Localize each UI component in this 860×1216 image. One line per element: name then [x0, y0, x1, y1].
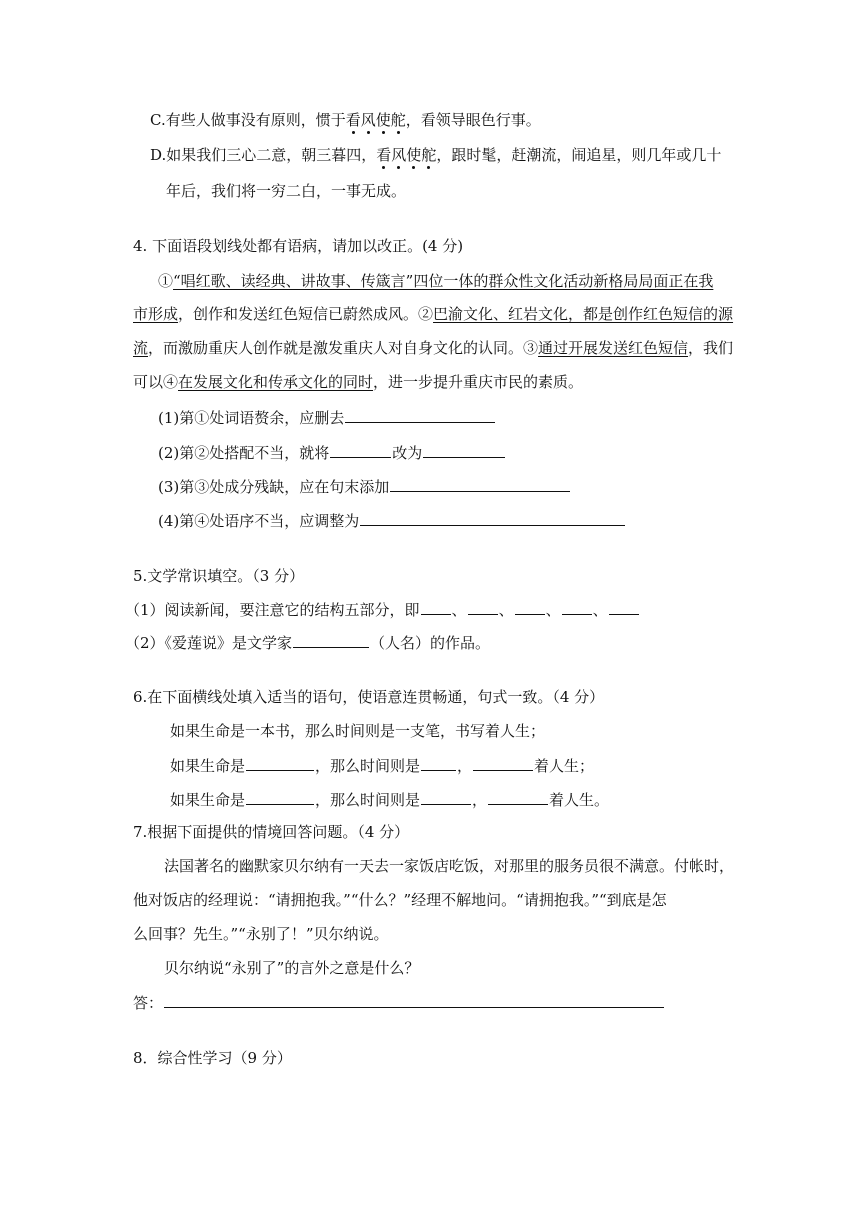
separator: 、 [545, 601, 561, 619]
option-c-text-end: ，看领导眼色行事。 [405, 111, 541, 129]
q7-paragraph-line3: 么回事？先生。”“永别了！”贝尔纳说。 [133, 925, 389, 943]
option-c-text: C.有些人做事没有原则，惯于 [150, 111, 346, 129]
q4-text: ，而激励重庆人创作就是激发重庆人对自身文化的认同。③ [148, 339, 539, 357]
q4-paragraph-line3 [133, 338, 733, 358]
q7-paragraph-line1: 法国著名的幽默家贝尔纳有一天去一家饭店吃饭，对那里的服务员很不满意。付帐时， [164, 857, 735, 875]
q4-text: ，进一步提升重庆市民的素质。 [373, 373, 584, 391]
answer-blank[interactable] [246, 789, 314, 805]
option-c [150, 110, 541, 130]
answer-blank[interactable] [423, 442, 505, 458]
underlined-segment-1-end: 市形成 [133, 305, 179, 323]
q5-line2-text-end: （人名）的作品。 [370, 634, 491, 652]
answer-blank[interactable] [345, 407, 495, 423]
q7-question: 贝尔纳说“永别了”的言外之意是什么？ [164, 959, 420, 977]
q4-sub-2 [158, 442, 506, 463]
q6-text: ， [457, 757, 473, 775]
answer-blank[interactable] [515, 599, 545, 615]
emphasis-dot-char: 舵 [421, 146, 437, 164]
answer-blank[interactable] [421, 789, 471, 805]
q6-text: 着人生； [534, 757, 595, 775]
q4-sub-1 [158, 407, 496, 428]
q4-paragraph-line2 [133, 304, 733, 324]
answer-blank[interactable] [473, 755, 533, 771]
emphasis-dot-char: 舵 [390, 111, 406, 129]
q4-sub-4 [158, 510, 626, 531]
answer-blank[interactable] [488, 789, 548, 805]
answer-blank[interactable] [330, 442, 391, 458]
q6-line3 [170, 789, 609, 810]
answer-blank[interactable] [246, 755, 314, 771]
sub-2-label: (2)第②处搭配不当，就将 [158, 444, 330, 462]
option-d-dotted-word [376, 146, 436, 164]
q4-paragraph-line4 [133, 372, 583, 392]
q5-line1-text: （1）阅读新闻，要注意它的结构五部分，即 [125, 601, 420, 619]
sub-4-label: (4)第④处语序不当，应调整为 [158, 512, 360, 530]
answer-blank[interactable] [468, 599, 498, 615]
question-4-title: 4. 下面语段划线处都有语病，请加以改正。(4 分) [133, 237, 464, 255]
q6-text: 如果生命是 [170, 757, 246, 775]
emphasis-dot-char: 使 [375, 111, 391, 129]
option-c-dotted-word [346, 111, 406, 129]
answer-blank[interactable] [421, 599, 451, 615]
emphasis-dot-char: 看 [345, 111, 361, 129]
q5-line2 [125, 632, 490, 653]
separator: 、 [498, 601, 514, 619]
answer-blank[interactable] [421, 755, 456, 771]
q6-text: 如果生命是 [170, 791, 246, 809]
option-d-line1 [150, 145, 721, 165]
q6-text: ，那么时间则是 [315, 757, 421, 775]
q5-line1 [125, 599, 640, 620]
question-6-title: 6.在下面横线处填入适当的语句，使语意连贯畅通，句式一致。（4 分） [133, 688, 605, 706]
q6-line2 [170, 755, 594, 776]
answer-blank[interactable] [390, 476, 570, 492]
sub-2-label-mid: 改为 [392, 444, 423, 462]
answer-blank[interactable] [609, 599, 639, 615]
answer-blank[interactable] [293, 632, 369, 648]
underlined-segment-4: 在发展文化和传承文化的同时 [178, 373, 374, 391]
sub-1-label: (1)第①处词语赘余，应删去 [158, 409, 345, 427]
q7-answer-line [133, 992, 665, 1013]
q4-text: 可以④ [133, 373, 179, 391]
option-d-text-end: ，跟时髦，赶潮流，闹追星，则几年或几十 [436, 146, 722, 164]
underlined-segment-2-end: 流 [133, 339, 149, 357]
q4-text: ，创作和发送红色短信已蔚然成风。② [178, 305, 434, 323]
q4-sub-3 [158, 476, 571, 497]
emphasis-dot-char: 使 [406, 146, 422, 164]
separator: 、 [451, 601, 467, 619]
answer-blank[interactable] [164, 992, 664, 1008]
q7-paragraph-line2: 他对饭店的经理说：“请拥抱我。”“什么？”经理不解地问。“请拥抱我。”“到底是怎 [133, 891, 667, 909]
answer-blank[interactable] [360, 510, 625, 526]
option-d-text: D.如果我们三心二意，朝三暮四， [150, 146, 377, 164]
q6-text: ，那么时间则是 [315, 791, 421, 809]
q6-text: 着人生。 [549, 791, 610, 809]
question-7-title: 7.根据下面提供的情境回答问题。（4 分） [133, 823, 410, 841]
option-d-line2: 年后，我们将一穷二白，一事无成。 [166, 182, 407, 200]
q4-paragraph-line1 [158, 271, 713, 291]
underlined-segment-3: 通过开展发送红色短信 [538, 339, 689, 357]
marker-1: ① [158, 272, 174, 290]
question-8-title: 8．综合性学习（9 分） [133, 1049, 292, 1067]
emphasis-dot-char: 看 [376, 146, 392, 164]
q5-line2-text: （2）《爱莲说》是文学家 [125, 634, 293, 652]
q6-text: ， [472, 791, 488, 809]
q4-text: ，我们 [688, 339, 734, 357]
underlined-segment-2: 巴渝文化、红岩文化，都是创作红色短信的源 [433, 305, 734, 323]
answer-label: 答： [133, 994, 164, 1012]
separator: 、 [592, 601, 608, 619]
answer-blank[interactable] [562, 599, 592, 615]
q6-line1: 如果生命是一本书，那么时间则是一支笔，书写着人生； [170, 722, 546, 740]
emphasis-dot-char: 风 [391, 146, 407, 164]
sub-3-label: (3)第③处成分残缺，应在句末添加 [158, 478, 390, 496]
underlined-segment-1: “唱红歌、读经典、讲故事、传箴言”四位一体的群众性文化活动新格局局面正在我 [173, 272, 714, 290]
emphasis-dot-char: 风 [360, 111, 376, 129]
question-5-title: 5.文学常识填空。（3 分） [133, 567, 305, 585]
